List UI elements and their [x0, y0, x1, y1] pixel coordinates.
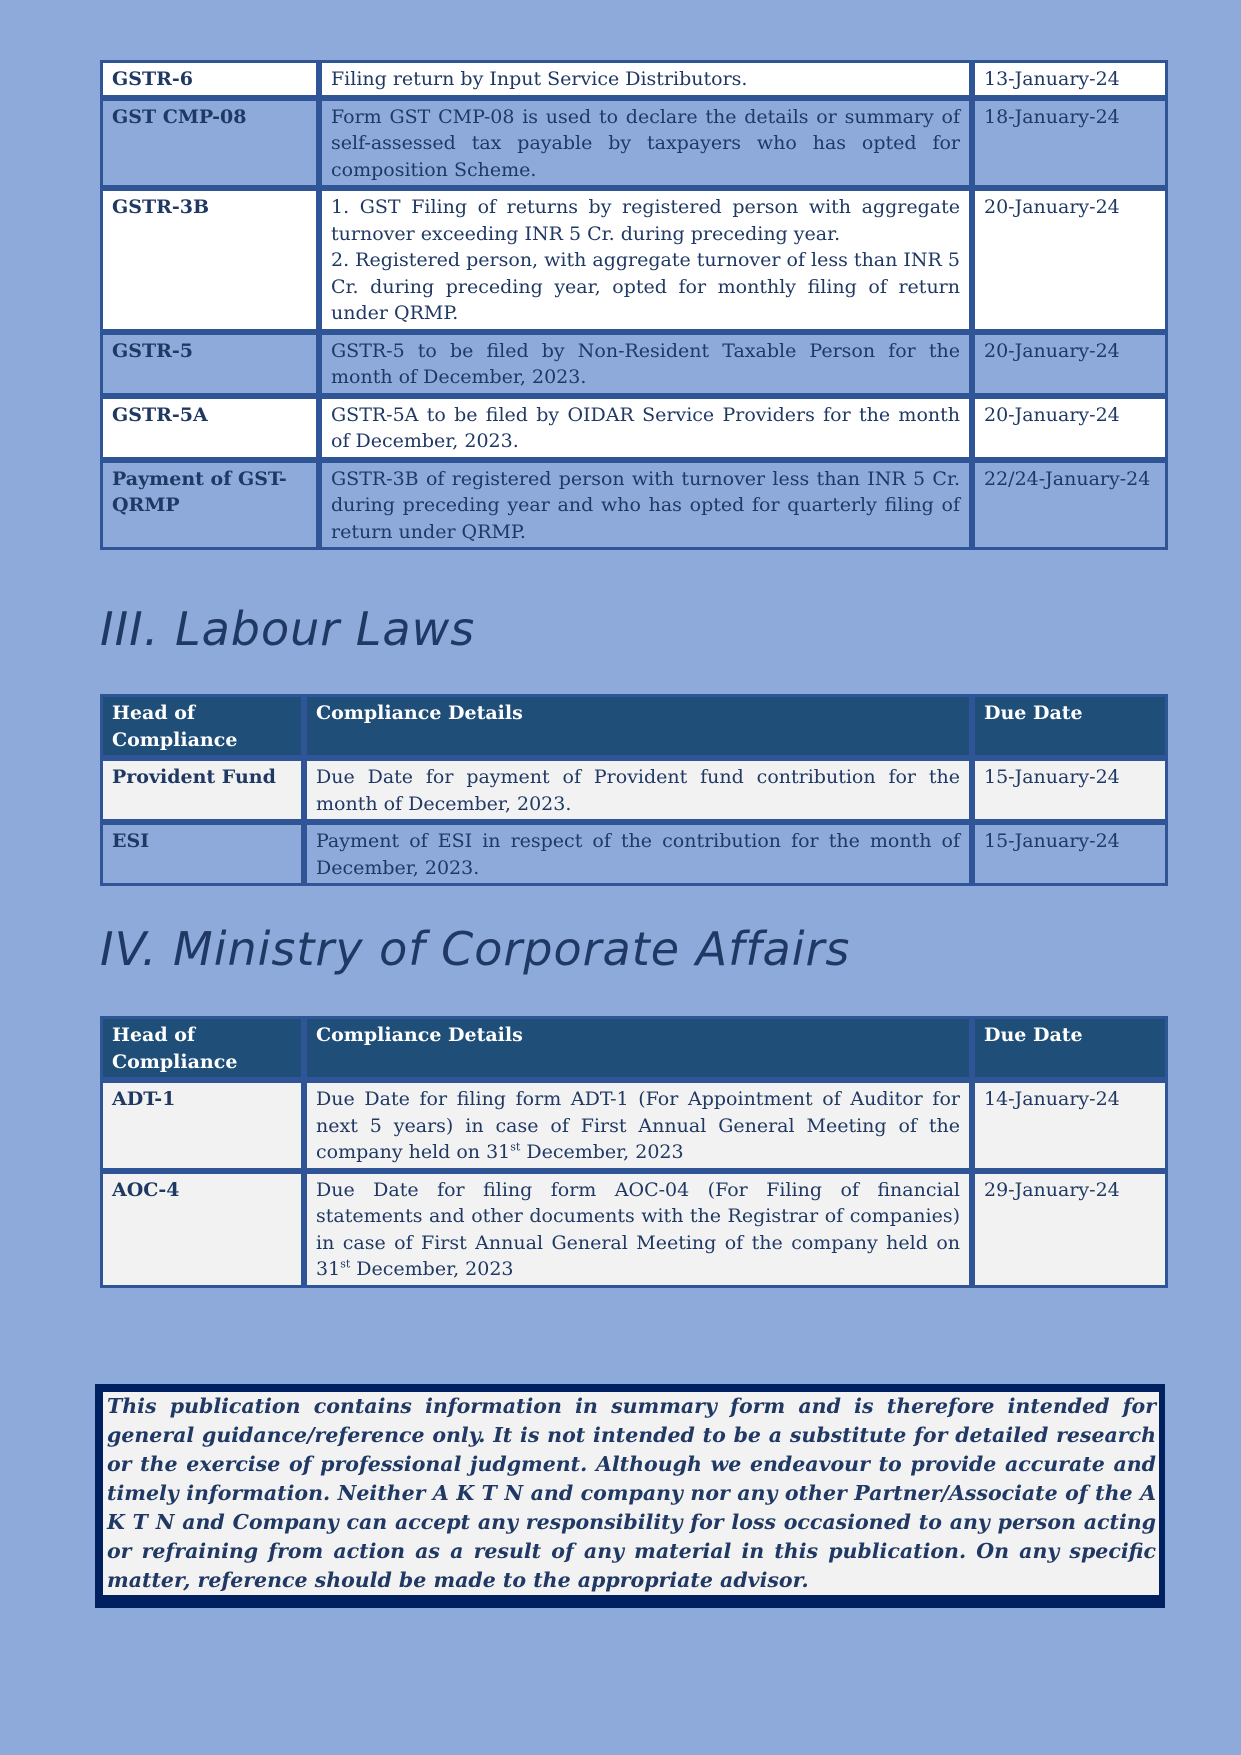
due-date-cell: 18-January-24 — [972, 98, 1168, 189]
disclaimer-text: This publication contains information in summary form and is therefore intended for general guidance/reference only. It is not intended to be a substitute for detailed research or the exercise of professional judgment. Although we endeavour to provide accurate and timely information. Neither A K T N and company nor any other Partner/Associate of the A K T N and Company can accept any responsibility for loss occasioned to any person acting or refraining from action as a result of any material in this publication. On any specific matter, reference should be made to the appropriate advisor. — [103, 1392, 1159, 1595]
header-head: Head of Compliance — [100, 1016, 304, 1080]
head-cell: ESI — [100, 822, 304, 886]
details-text: Due Date for filing form AOC-04 (For Filing of financial statements and other documents with the Registrar of companies) in case of First Annual General Meeting of the company held on 31 — [316, 1178, 960, 1280]
details-cell: Filing return by Input Service Distributors. — [319, 60, 972, 98]
details-cell — [304, 1080, 972, 1171]
labour-table — [100, 694, 1168, 886]
table-row — [100, 98, 1168, 189]
due-date-cell: 20-January-24 — [972, 188, 1168, 332]
details-text-end: December, 2023 — [520, 1141, 684, 1163]
header-details: Compliance Details — [304, 694, 972, 758]
section-title-mca: IV. Ministry of Corporate Affairs — [100, 922, 851, 976]
table-header-row — [100, 1016, 1168, 1080]
due-date-cell: 15-January-24 — [972, 758, 1168, 822]
table-row — [100, 396, 1168, 460]
due-date-cell: 20-January-24 — [972, 332, 1168, 396]
head-cell: ADT-1 — [100, 1080, 304, 1171]
due-date-cell: 14-January-24 — [972, 1080, 1168, 1171]
table-row — [100, 188, 1168, 332]
details-text: Due Date for filing form ADT-1 (For Appointment of Auditor for next 5 years) in case of First Annual General Meeting of the company held on 31 — [316, 1088, 960, 1163]
details-cell: Payment of ESI in respect of the contribution for the month of December, 2023. — [304, 822, 972, 886]
head-cell: GSTR-5 — [100, 332, 319, 396]
table-row — [100, 758, 1168, 822]
head-cell: GSTR-6 — [100, 60, 319, 98]
disclaimer-box — [95, 1384, 1165, 1608]
details-cell: GSTR-3B of registered person with turnover less than INR 5 Cr. during preceding year and who has opted for quarterly filing of return under QRMP. — [319, 460, 972, 551]
details-cell — [304, 1171, 972, 1288]
due-date-cell: 13-January-24 — [972, 60, 1168, 98]
table-row — [100, 1171, 1168, 1288]
due-date-cell: 20-January-24 — [972, 396, 1168, 460]
details-cell: GSTR-5 to be filed by Non-Resident Taxable Person for the month of December, 2023. — [319, 332, 972, 396]
page-content — [100, 60, 1168, 1288]
head-cell: GSTR-3B — [100, 188, 319, 332]
head-cell: GST CMP-08 — [100, 98, 319, 189]
header-due: Due Date — [972, 694, 1168, 758]
head-cell: AOC-4 — [100, 1171, 304, 1288]
head-cell: Provident Fund — [100, 758, 304, 822]
section-title-labour: III. Labour Laws — [100, 602, 476, 656]
details-line-1: 1. GST Filing of returns by registered person with aggregate turnover exceeding INR 5 Cr. during preceding year. — [331, 196, 960, 245]
head-cell: GSTR-5A — [100, 396, 319, 460]
details-line-2: 2. Registered person, with aggregate turnover of less than INR 5 Cr. during preceding year, opted for monthly filing of return under QRMP. — [331, 249, 960, 324]
ordinal-suffix: st — [510, 1140, 521, 1154]
gst-table — [100, 60, 1168, 550]
ordinal-suffix: st — [340, 1257, 351, 1271]
mca-table — [100, 1016, 1168, 1288]
details-cell: GSTR-5A to be filed by OIDAR Service Providers for the month of December, 2023. — [319, 396, 972, 460]
header-details: Compliance Details — [304, 1016, 972, 1080]
due-date-cell: 15-January-24 — [972, 822, 1168, 886]
header-head: Head of Compliance — [100, 694, 304, 758]
table-row — [100, 822, 1168, 886]
details-cell: Due Date for payment of Provident fund contribution for the month of December, 2023. — [304, 758, 972, 822]
header-due: Due Date — [972, 1016, 1168, 1080]
details-cell — [319, 188, 972, 332]
table-header-row — [100, 694, 1168, 758]
table-row — [100, 1080, 1168, 1171]
table-row — [100, 60, 1168, 98]
details-cell: Form GST CMP-08 is used to declare the details or summary of self-assessed tax payable by taxpayers who has opted for composition Scheme. — [319, 98, 972, 189]
details-text-end: December, 2023 — [350, 1258, 514, 1280]
due-date-cell: 29-January-24 — [972, 1171, 1168, 1288]
table-row — [100, 332, 1168, 396]
table-row — [100, 460, 1168, 551]
due-date-cell: 22/24-January-24 — [972, 460, 1168, 551]
head-cell: Payment of GST-QRMP — [100, 460, 319, 551]
